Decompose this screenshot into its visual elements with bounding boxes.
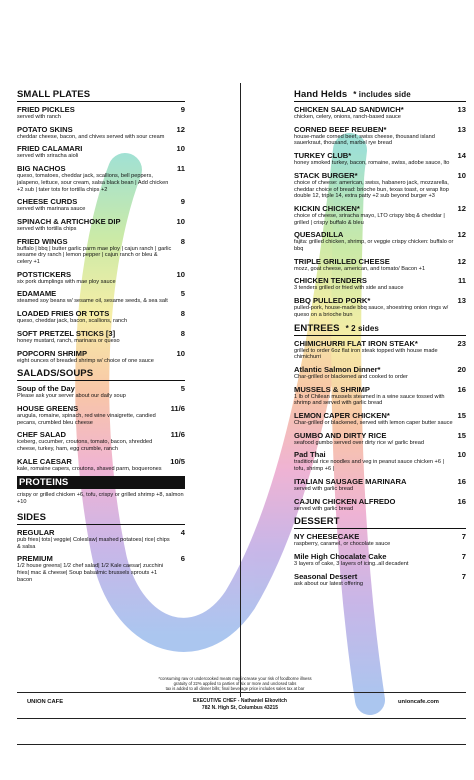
item-name: CHICKEN SALAD SANDWICH*	[294, 105, 404, 114]
section-header-dessert	[294, 516, 466, 529]
item-price: 7	[461, 551, 466, 561]
menu-item-lemon-caper-chicken	[294, 411, 466, 427]
item-description: served with garlic bread	[294, 505, 354, 512]
menu-item-soup-of-the-day	[17, 384, 185, 400]
item-name: BIG NACHOS	[17, 164, 66, 174]
item-name: SPINACH & ARTICHOKE DIP	[17, 216, 121, 226]
menu-item-soft-pretzel-sticks-3	[17, 329, 185, 345]
item-description: served with sriracha aioli	[17, 153, 79, 160]
item-price: 10	[176, 144, 185, 154]
item-price: 8	[180, 236, 185, 246]
item-price: 15	[457, 430, 466, 440]
address: 782 N. High St, Columbus 43215	[201, 704, 279, 711]
footer-center	[140, 698, 340, 711]
item-price: 23	[457, 338, 466, 348]
item-name: POTATO SKINS	[17, 124, 73, 134]
menu-item-stack-burger	[294, 171, 466, 200]
section-title: Hand Helds	[294, 89, 348, 100]
section-note: * includes side	[353, 90, 411, 99]
item-description: 3 tenders grilled or fried with side and sauce	[294, 285, 404, 292]
item-description: pub fries| tots| veggie| Coleslaw| mashed potatoes| rice| chips & salsa	[17, 536, 170, 550]
item-price: 8	[180, 328, 185, 338]
menu-item-chef-salad	[17, 430, 185, 452]
item-price: 13	[457, 296, 466, 306]
item-name: LEMON CAPER CHICKEN*	[294, 411, 390, 421]
section-header-sides	[17, 512, 185, 525]
item-price: 12	[457, 256, 466, 266]
item-description: grilled to order 6oz flat iron steak topped with house made chimichurri	[294, 347, 438, 361]
section-title: PROTEINS	[19, 477, 69, 489]
section-title: SALADS/SOUPS	[17, 368, 94, 380]
section-header-salads-soups	[17, 368, 185, 381]
item-name: Pad Thai	[294, 450, 326, 460]
item-description: queso, tomatoes, cheddar jack, scallions, bell peppers, jalapeno, lettuce, sour cream, salsa black bean | Add chicken +2 sub | tater tots for tortilla chips +2	[17, 173, 169, 193]
item-price: 13	[457, 105, 466, 114]
item-description: 3 layers of cake, 3 layers of icing..all decadent	[294, 560, 409, 567]
item-price: 5	[180, 289, 185, 299]
menu-item-chicken-tenders	[294, 276, 466, 292]
item-name: ITALIAN SAUSAGE MARINARA	[294, 476, 407, 486]
item-description: served with tortilla chips	[17, 225, 77, 232]
column-divider	[240, 83, 241, 697]
item-description: 1 lb of Chilean mussels steamed in a wine sauce tossed with shrimp and served with garlic bread	[294, 393, 445, 407]
item-name: EDAMAME	[17, 289, 57, 299]
menu-item-cheese-curds	[17, 197, 185, 213]
item-name: CHIMICHURRI FLAT IRON STEAK*	[294, 338, 418, 348]
item-description: Char-grilled or blackened and cooked to order	[294, 373, 408, 380]
menu-item-quesadilla	[294, 230, 466, 252]
item-name: Mile High Chocalate Cake	[294, 551, 387, 561]
section-title: SIDES	[17, 511, 47, 523]
website-link[interactable]: unioncafe.com	[398, 699, 439, 705]
menu-item-fried-pickles	[17, 105, 185, 121]
menu-item-chicken-salad-sandwich	[294, 105, 466, 121]
section-header-proteins	[17, 476, 185, 489]
item-name: POTSTICKERS	[17, 269, 72, 279]
menu-item-turkey-club	[294, 151, 466, 167]
item-name: MUSSELS & SHRIMP	[294, 384, 370, 394]
item-description: arugula, romaine, spinach, red wine vinaigrette, candied pecans, crumbled bleu cheese	[17, 412, 156, 426]
item-price: 7	[461, 571, 466, 581]
item-price: 10/5	[170, 456, 185, 466]
item-name: GUMBO AND DIRTY RICE	[294, 430, 387, 440]
item-description: eight ounces of breaded shrimp w/ choice of one sauce	[17, 357, 154, 364]
menu-item-ny-cheesecake	[294, 532, 466, 548]
item-description: traditional rice noodles and veg in peanut sauce chicken +6 | tofu, shrimp +6 |	[294, 459, 444, 473]
section-note: * 2 sides	[345, 323, 379, 333]
section-header-small-plates	[17, 89, 185, 102]
item-price: 9	[180, 105, 185, 114]
restaurant-name: UNION CAFE	[27, 699, 64, 705]
item-name: TURKEY CLUB*	[294, 151, 352, 161]
menu-item-cajun-chicken-alfredo	[294, 497, 466, 513]
menu-item-mussels-shrimp	[294, 385, 466, 407]
menu-item-spinach-artichoke-dip	[17, 217, 185, 233]
item-name: PREMIUM	[17, 554, 53, 564]
item-price: 9	[180, 197, 185, 207]
item-name: KICKIN CHICKEN*	[294, 203, 360, 213]
item-description: mozz, goat cheese, american, and tomato/ Bacon +1	[294, 265, 426, 272]
item-description: choice of cheese, sriracha mayo, LTO crispy bbq & cheddar | grilled | crispy buffalo & bleu	[294, 212, 445, 226]
item-description: cheddar cheese, bacon, and chives served with sour cream	[17, 133, 165, 140]
menu-item-edamame	[17, 289, 185, 305]
item-description: queso, cheddar jack, bacon, scallions, ranch	[17, 318, 128, 325]
item-price: 16	[457, 384, 466, 394]
item-name: STACK BURGER*	[294, 170, 358, 180]
menu-item-fried-calamari	[17, 144, 185, 160]
menu-item-bbq-pulled-pork	[294, 296, 466, 318]
item-description: served with garlic bread	[294, 485, 354, 492]
disclaimer-line: gratuity of 22% applied to parties of six or more and unclosed tabs	[173, 681, 297, 687]
item-price: 10	[176, 348, 185, 358]
item-price: 4	[180, 527, 185, 537]
item-description: choice of cheese: american, swiss, habanero jack, mozzarella, cheddar choice of bread: brioche bun, texas toast, or wrap ltop double 12, triple 14, extra patty +2 sub beyond burger +3	[294, 179, 449, 200]
item-price: 5	[180, 384, 185, 394]
item-name: CHEF SALAD	[17, 430, 66, 440]
menu-item-corned-beef-reuben	[294, 125, 466, 147]
item-name: TRIPLE GRILLED CHEESE	[294, 256, 390, 266]
item-name: BBQ PULLED PORK*	[294, 296, 371, 306]
item-description: Please ask your server about our daily soup	[17, 393, 126, 400]
section-title: DESSERT	[294, 516, 340, 528]
item-description: ask about our latest offering	[294, 580, 363, 587]
item-price: 13	[457, 124, 466, 134]
disclaimer-line: tax is added to all dinner bills; final beverage price includes sales tax at bar	[165, 686, 305, 692]
menu-item-pad-thai	[294, 450, 466, 472]
item-price: 11/6	[170, 403, 185, 413]
item-price: 12	[176, 124, 185, 134]
item-name: Seasonal Dessert	[294, 571, 358, 581]
item-description: buffalo | bbq | butter garlic parm mae ploy | cajun ranch | garlic sesame dry ranch | lemon pepper | cajun ranch or bleu & celery +1	[17, 245, 172, 266]
menu-item-kale-caesar	[17, 457, 185, 473]
item-description: pulled-pork, house-made bbq sauce, shoestring onion rings w/ queso on a brioche bun	[294, 305, 449, 318]
disclaimer-line: *consuming raw or undercooked meats may increase your risk of foodborne illness	[158, 676, 312, 681]
item-name: POPCORN SHRIMP	[17, 348, 88, 358]
menu-item-mile-high-chocalate-cake	[294, 552, 466, 568]
item-description: house-made corned beef, swiss cheese, thousand island sauerkraut, thousand, marbel rye bread	[294, 133, 435, 147]
item-description: six pork dumplings with mae ploy sauce	[17, 278, 116, 285]
item-description: honey mustard, ranch, marinara or queso	[17, 337, 120, 344]
item-description: iceberg, cucumber, croutons, tomato, bacon, shredded cheese, turkey, ham, egg crumble, ranch	[17, 439, 153, 453]
item-price: 10	[176, 269, 185, 279]
item-price: 16	[457, 496, 466, 506]
item-name: NY CHEESECAKE	[294, 532, 360, 542]
menu-item-kickin-chicken	[294, 204, 466, 226]
item-name: CHICKEN TENDERS	[294, 276, 367, 286]
item-name: KALE CAESAR	[17, 456, 72, 466]
item-name: FRIED CALAMARI	[17, 144, 83, 154]
left-column	[17, 89, 185, 587]
executive-chef: EXECUTIVE CHEF - Nathaniel Elkovitch	[193, 698, 287, 704]
item-name: HOUSE GREENS	[17, 403, 79, 413]
menu-item-potstickers	[17, 270, 185, 286]
protein-options: crispy or grilled chicken +6, tofu, crispy or grilled shrimp +8, salmon +10	[17, 492, 184, 506]
menu-item-premium	[17, 554, 185, 583]
menu-item-chimichurri-flat-iron-steak	[294, 339, 466, 361]
item-name: QUESADILLA	[294, 230, 344, 240]
item-price: 11	[176, 164, 185, 174]
item-description: steamed soy beans w/ sesame oil, sesame seeds, & sea salt	[17, 298, 168, 305]
menu-item-big-nachos	[17, 164, 185, 193]
menu-item-potato-skins	[17, 125, 185, 141]
item-name: Atlantic Salmon Dinner*	[294, 364, 381, 374]
item-price: 16	[457, 476, 466, 486]
section-header-hand-helds	[294, 89, 466, 102]
item-price: 20	[457, 364, 466, 374]
menu-item-fried-wings	[17, 237, 185, 266]
item-description: kale, romaine capers, croutons, shaved parm, boquerones	[17, 465, 162, 472]
menu-item-triple-grilled-cheese	[294, 257, 466, 273]
item-description: fajita: grilled chicken, shrimp, or veggie crispy chicken: buffalo or bbq	[294, 239, 454, 253]
item-price: 11	[457, 276, 466, 286]
item-description: served with ranch	[17, 114, 61, 120]
item-price: 10	[457, 170, 466, 180]
menu-item-regular	[17, 528, 185, 550]
section-header-entrees	[294, 323, 466, 336]
item-price: 7	[461, 532, 466, 542]
footer-rule	[17, 692, 466, 693]
item-name: Soup of the Day	[17, 384, 75, 394]
page-bottom-rule	[17, 744, 466, 745]
item-price: 12	[457, 230, 466, 240]
item-description: 1/2 house greens| 1/2 chef salad| 1/2 Kale caesar| zucchini fries| mac & cheese| Soup balsalmic brussels sprouts +1 bacon	[17, 563, 164, 583]
item-description: seafood gumbo served over dirty rice w/ garlic bread	[294, 439, 424, 446]
item-name: CORNED BEEF REUBEN*	[294, 124, 387, 134]
item-name: LOADED FRIES OR TOTS	[17, 309, 110, 319]
item-name: CAJUN CHICKEN ALFREDO	[294, 496, 396, 506]
menu-item-atlantic-salmon-dinner	[294, 365, 466, 381]
menu-item-gumbo-and-dirty-rice	[294, 431, 466, 447]
section-title: SMALL PLATES	[17, 89, 91, 100]
footer-bottom-rule	[17, 718, 466, 719]
disclaimer	[110, 676, 360, 692]
item-name: FRIED PICKLES	[17, 105, 75, 114]
item-description: chicken, celery, onions, ranch-based sauce	[294, 114, 401, 120]
item-name: SOFT PRETZEL STICKS [3]	[17, 328, 116, 338]
item-description: served with marinara sauce	[17, 206, 86, 213]
item-description: raspberry, caramel, or chocolate sauce	[294, 541, 391, 548]
menu-item-loaded-fries-or-tots	[17, 309, 185, 325]
item-name: CHEESE CURDS	[17, 197, 78, 207]
item-price: 15	[457, 411, 466, 421]
item-price: 14	[457, 151, 466, 161]
item-price: 11/6	[170, 430, 185, 440]
item-price: 10	[176, 216, 185, 226]
menu-item-italian-sausage-marinara	[294, 477, 466, 493]
item-price: 6	[180, 554, 185, 564]
section-title: ENTREES	[294, 322, 340, 334]
menu-item-popcorn-shrimp	[17, 349, 185, 365]
right-column	[294, 89, 466, 591]
menu-item-house-greens	[17, 404, 185, 426]
item-price: 8	[180, 309, 185, 319]
item-price: 12	[457, 203, 466, 213]
item-description: honey smoked turkey, bacon, romaine, swiss, adobe sauce, lto	[294, 160, 450, 167]
item-name: REGULAR	[17, 527, 55, 537]
menu-item-seasonal-dessert	[294, 572, 466, 588]
item-price: 10	[457, 450, 466, 460]
item-name: FRIED WINGS	[17, 236, 68, 246]
item-description: Char-grilled or blackened, served with lemon caper butter sauce	[294, 420, 453, 427]
